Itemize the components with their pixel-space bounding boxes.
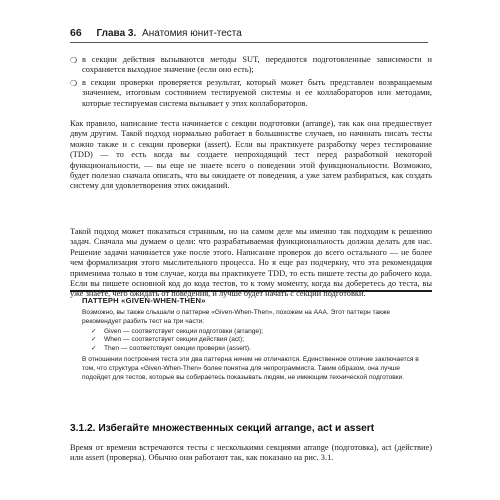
sidebar-checklist [82, 328, 422, 354]
bullet-item [70, 78, 432, 109]
bullet-text: в секции действия вызываются методы SUT, передаются подготовленные зависимости и сохраняется выходное значение (если оно есть); [82, 55, 432, 75]
bullet-text: в секции проверки проверяется результат, который может быть представлен возвращаемым значением, итоговым состоянием тестируемой системы и ее коллабораторов или методами, которые тестируемая система вызывает у этих коллабораторов. [82, 77, 432, 108]
sidebar-title: ПАТТЕРН «GIVEN-WHEN-THEN» [82, 296, 206, 305]
sidebar-box [70, 290, 432, 404]
checklist-item [82, 345, 422, 354]
bullet-list [70, 55, 432, 111]
body-paragraph: Такой подход может показаться странным, но на самом деле мы именно так подходим к решению задач. Сначала мы думаем о цели: что разрабатываемая функциональность должна делать для нас. Решение задачи начинается уже после этого. Написание проверок до всего остального — не более чем формализация этого мыслительного процесса. Но я еще раз подчеркну, что эта рекомендация применима только в том случае, когда вы практикуете TDD, то есть пишете тесты до рабочего кода. Если вы пишете основной код до кода тестов, то к тому моменту, когда вы доберетесь до теста, вы уже знаете, чего ожидать от поведения, и лучше будет начать с секции подготовки. [70, 227, 432, 299]
running-header [70, 27, 428, 39]
sidebar-intro: Возможно, вы также слышали о паттерне «Given-When-Then», похожем на AAA. Этот паттерн также рекомендует разбить тест на три части: [82, 309, 391, 325]
page-number: 66 [70, 27, 82, 39]
bullet-item [70, 55, 432, 76]
check-icon: ✓ [91, 327, 97, 335]
chapter-title: Анатомия юнит-теста [142, 28, 242, 39]
section-heading: 3.1.2. Избегайте множественных секций arrange, act и assert [70, 423, 375, 434]
checklist-text: Given — соответствует секции подготовки (arrange); [104, 327, 264, 335]
check-icon: ✓ [91, 336, 97, 344]
sidebar-rule [70, 290, 432, 292]
body-paragraph: Время от времени встречаются тесты с несколькими секциями arrange (подготовка), act (действие) или assert (проверка). Обычно они работают так, как показано на рис. 3.1. [70, 443, 432, 463]
sidebar-body [82, 309, 422, 382]
sidebar-outro: В отношении построения теста эти два паттерна ничем не отличаются. Единственное отличие заключается в том, что структура «Given-When-Then» более понятна для непрограммиста. Таким образом, она лучше подойдет для тестов, которые вы собираетесь показывать людям, не имеющим технической подготовки. [82, 355, 419, 381]
ring-bullet-icon: ❍ [70, 78, 78, 88]
check-icon: ✓ [91, 345, 97, 353]
ring-bullet-icon: ❍ [70, 56, 78, 65]
chapter-label: Глава 3. [96, 28, 137, 39]
body-paragraph: Как правило, написание теста начинается с секции подготовки (arrange), так как она предшествует двум другим. Такой подход нормально работает в большинстве случаев, но начинать писать тесты можно также и с секции проверки (assert). Если вы практикуете разработку через тестирование (TDD) — то есть когда вы создаете непроходящий тест перед разработкой некоторой функциональности, — вы еще не знаете всего о поведении этой функциональности. Возможно, будет полезно сначала описать, что вы ожидаете от поведения, а уже затем разбираться, как создать систему для удовлетворения этих ожиданий. [70, 119, 432, 191]
checklist-text: When — соответствует секции действия (act); [104, 336, 245, 344]
header-rule [70, 42, 428, 43]
checklist-text: Then — соответствует секции проверки (assert). [104, 345, 251, 353]
checklist-item [82, 336, 422, 345]
